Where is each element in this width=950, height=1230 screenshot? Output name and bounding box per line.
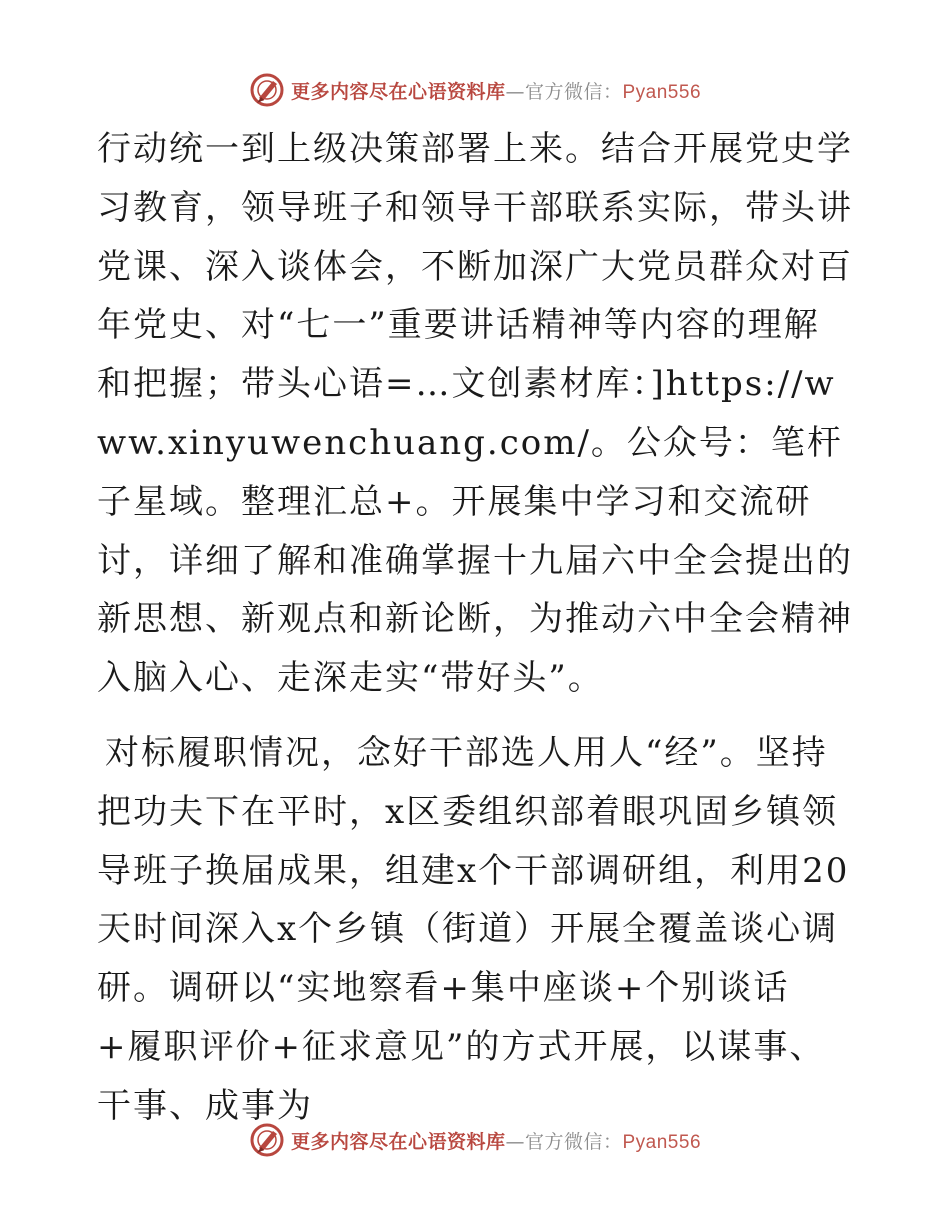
body-paragraph-2: 对标履职情况，念好干部选人用人“经”。坚持把功夫下在平时，x区委组织部着眼巩固乡镇领导班子换届成果，组建x个干部调研组，利用20天时间深入x个乡镇（街道）开展全覆盖谈心调研。调研以“实地察看+集中座谈+个别谈话+履职评价+征求意见”的方式开展，以谋事、干事、成事为: [97, 732, 850, 1126]
header-wechat-label: 官方微信：: [524, 80, 623, 103]
brush-pen-logo-icon: [249, 1122, 285, 1158]
footer-wechat-id: Pyan556: [622, 1131, 702, 1153]
footer-wechat-label: 官方微信：: [524, 1130, 623, 1153]
footer-separator: —: [505, 1130, 525, 1153]
document-body: [97, 120, 853, 1136]
header-main-text: 更多内容尽在心语资料库: [290, 80, 506, 103]
header-banner: [0, 68, 950, 112]
footer-main-text: 更多内容尽在心语资料库: [290, 1130, 506, 1153]
brush-pen-logo-icon: [249, 72, 285, 108]
footer-banner: [0, 1118, 950, 1162]
header-separator: —: [505, 80, 525, 103]
body-paragraph-1: 行动统一到上级决策部署上来。结合开展党史学习教育，领导班子和领导干部联系实际，带头讲党课、深入谈体会，不断加深广大党员群众对百年党史、对“七一”重要讲话精神等内容的理解和把握；带头心语=…文创素材库：]https://www.xinyuwenchuang.com/。公众号：笔杆子星域。整理汇总+。开展集中学习和交流研讨，详细了解和准确掌握十九届六中全会提出的新思想、新观点和新论断，为推动六中全会精神入脑入心、走深走实“带好头”。: [97, 129, 853, 699]
header-wechat-id: Pyan556: [622, 81, 702, 103]
